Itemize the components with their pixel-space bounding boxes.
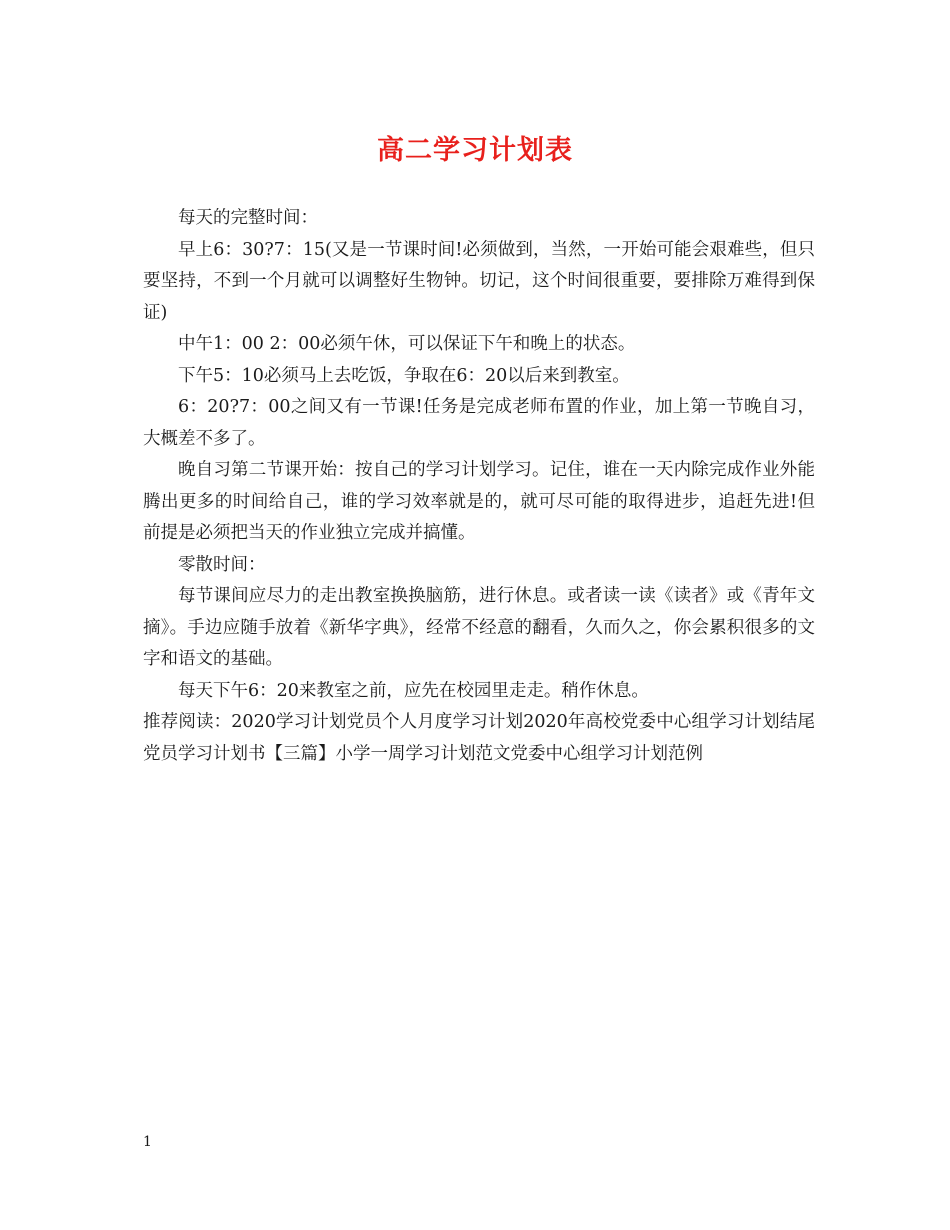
paragraph-second-study-session: 晚自习第二节课开始：按自己的学习计划学习。记住，谁在一天内除完成作业外能腾出更多的时间给自己，谁的学习效率就是的，就可尽可能的取得进步，追赶先进!但前提是必须把当天的作业独立完成并搞懂。 <box>143 460 815 543</box>
paragraph-daily-time-heading: 每天的完整时间： <box>178 208 318 228</box>
paragraph-walk: 每天下午6：20来教室之前，应先在校园里走走。稍作休息。 <box>178 680 649 701</box>
paragraph-spare-time-heading: 零散时间： <box>178 554 266 575</box>
page-number: 1 <box>143 1134 152 1150</box>
document-title: 高二学习计划表 <box>377 135 573 166</box>
paragraph-noon: 中午1：00 2：00必须午休，可以保证下午和晚上的状态。 <box>178 334 636 354</box>
paragraph-evening-class: 6：20?7：00之间又有一节课!任务是完成老师布置的作业，加上第一节晚自习，大概差不多了。 <box>143 397 815 449</box>
paragraph-between-classes: 每节课间应尽力的走出教室换换脑筋，进行休息。或者读一读《读者》或《青年文摘》。手边应随手放着《新华字典》，经常不经意的翻看，久而久之，你会累积很多的文字和语文的基础。 <box>143 586 815 669</box>
document-body <box>143 203 815 770</box>
recommended-reading: 推荐阅读：2020学习计划党员个人月度学习计划2020年高校党委中心组学习计划结尾党员学习计划书【三篇】小学一周学习计划范文党委中心组学习计划范例 <box>143 712 815 764</box>
paragraph-afternoon: 下午5：10必须马上去吃饭，争取在6：20以后来到教室。 <box>178 365 630 386</box>
paragraph-morning: 早上6：30?7：15(又是一节课时间!必须做到，当然，一开始可能会艰难些，但只要坚持，不到一个月就可以调整好生物钟。切记，这个时间很重要，要排除万难得到保证) <box>143 239 815 323</box>
